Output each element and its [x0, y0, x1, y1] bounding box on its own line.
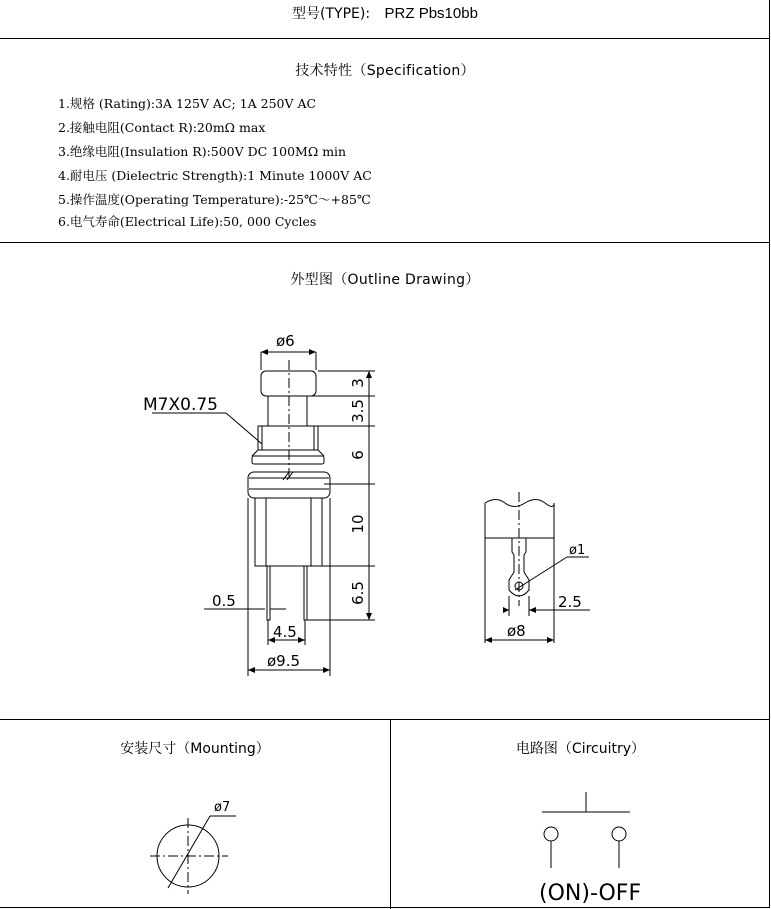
circuit-label: (ON)-OFF: [539, 881, 642, 906]
pin-thickness-label: 0.5: [212, 592, 236, 610]
hole-dia-label: ø1: [569, 543, 586, 558]
body-height-label: 10: [349, 514, 367, 534]
circuit-diagram: [542, 792, 630, 868]
type-label: 型号(TYPE):: [292, 6, 371, 22]
pin-width-label: 2.5: [558, 593, 582, 611]
spec-item: 6.电气寿命(Electrical Life):50, 000 Cycles: [58, 214, 317, 229]
mount-hole-label: ø7: [214, 800, 231, 815]
mounting-title: 安装尺寸（Mounting）: [120, 741, 270, 757]
divider: [0, 719, 770, 720]
front-view: [248, 360, 330, 620]
body-dia-label: ø9.5: [267, 652, 301, 670]
pin-height-label: 6.5: [349, 581, 367, 605]
spec-item: 2.接触电阻(Contact R):20mΩ max: [58, 120, 266, 135]
spec-item: 3.绝缘电阻(Insulation R):500V DC 100MΩ min: [58, 144, 347, 159]
spec-item: 5.操作温度(Operating Temperature):-25℃～+85℃: [58, 192, 371, 207]
hex-nut: [258, 426, 318, 450]
side-view: [485, 492, 590, 643]
pin-spacing-label: 4.5: [273, 623, 297, 641]
nut-height-label: 6: [349, 450, 367, 460]
thread-label: M7X0.75: [143, 395, 218, 415]
stem: [268, 396, 307, 426]
contact-right: [612, 827, 626, 841]
outline-title: 外型图（Outline Drawing）: [290, 272, 480, 288]
spec-title: 技术特性（Specification）: [295, 63, 475, 79]
cap-dia-label: ø6: [276, 332, 295, 350]
washer: [252, 456, 324, 464]
contact-left: [544, 827, 558, 841]
body: [255, 498, 322, 566]
model-number: PRZ Pbs10bb: [384, 5, 478, 22]
spec-item: 4.耐电压 (Dielectric Strength):1 Minute 1000V AC: [58, 168, 372, 183]
side-dia-label: ø8: [507, 622, 526, 640]
spec-item: 1.规格 (Rating):3A 125V AC; 1A 250V AC: [58, 96, 317, 111]
pin-right: [304, 566, 307, 620]
circuitry-title: 电路图（Circuitry）: [515, 741, 646, 757]
mounting-diagram: [150, 816, 236, 894]
pin-left: [267, 566, 270, 620]
cap-height-label: 3: [349, 378, 367, 388]
stem-height-label: 3.5: [349, 399, 367, 423]
dimension-labels: [143, 332, 641, 906]
